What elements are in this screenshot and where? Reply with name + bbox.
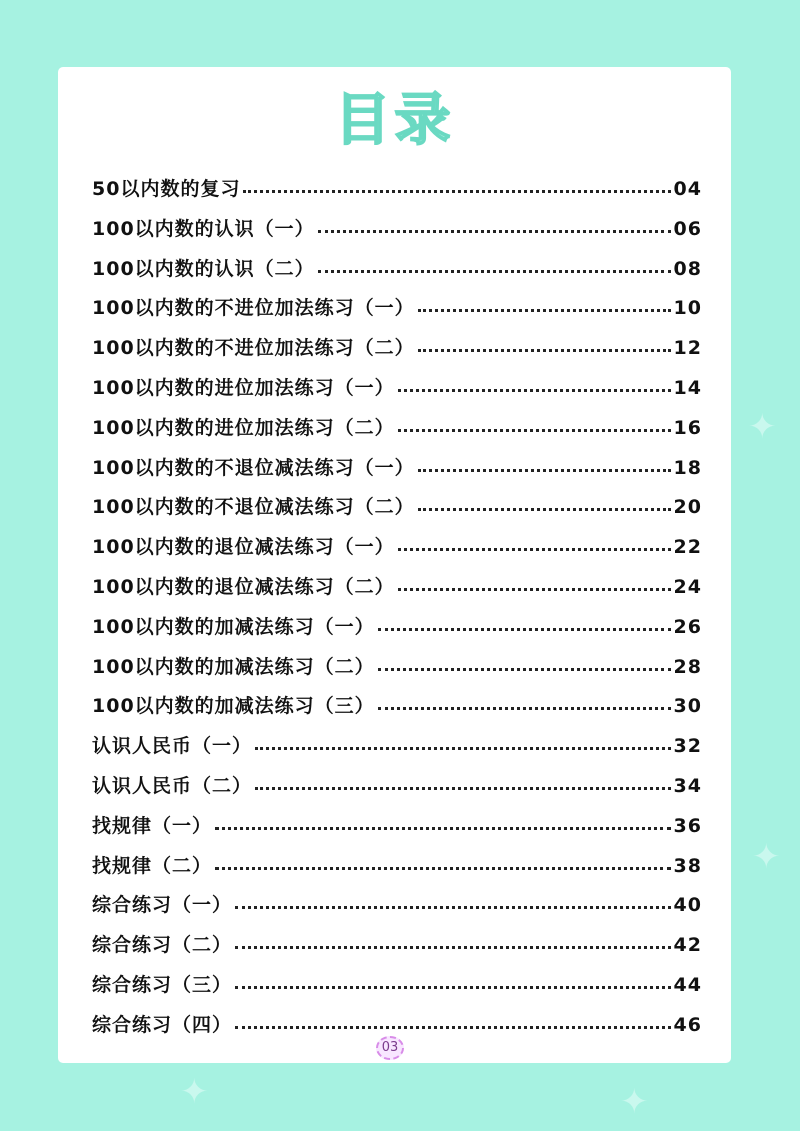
toc-entry-label: 100以内数的进位加法练习（一） [92, 376, 395, 399]
toc-entry-label: 找规律（二） [92, 854, 213, 877]
page-number-badge: 03 [376, 1036, 404, 1060]
dot-leader [398, 547, 671, 551]
toc-entry-label: 100以内数的加减法练习（三） [92, 695, 375, 718]
toc-entry-page: 40 [673, 894, 702, 917]
dot-leader [418, 468, 671, 472]
dot-leader [418, 507, 671, 511]
toc-entry[interactable] [92, 851, 702, 891]
dot-leader [378, 627, 671, 631]
toc-entry[interactable] [92, 572, 702, 612]
toc-entry-page: 04 [673, 178, 702, 200]
toc-entry-page: 18 [673, 456, 702, 479]
dot-leader [398, 388, 671, 392]
toc-entry[interactable] [92, 731, 702, 771]
toc-entry-label: 综合练习（一） [92, 894, 233, 917]
toc-entry[interactable] [92, 811, 702, 851]
toc-list [92, 174, 702, 1050]
toc-entry-label: 综合练习（四） [92, 1013, 233, 1036]
toc-entry-page: 06 [673, 217, 702, 240]
toc-entry-page: 46 [673, 1013, 702, 1036]
dot-leader [398, 428, 671, 432]
toc-entry-label: 100以内数的加减法练习（二） [92, 655, 375, 678]
toc-entry-label: 100以内数的认识（一） [92, 217, 315, 240]
star-decoration-icon: ✦ [620, 1082, 649, 1122]
toc-entry-page: 26 [673, 615, 702, 638]
dot-leader [243, 189, 670, 193]
toc-entry-page: 24 [673, 575, 702, 598]
toc-entry-page: 22 [673, 536, 702, 559]
toc-entry[interactable] [92, 771, 702, 811]
toc-entry-page: 30 [673, 695, 702, 718]
toc-entry[interactable] [92, 890, 702, 930]
dot-leader [235, 985, 671, 989]
toc-entry-page: 42 [673, 934, 702, 957]
toc-entry[interactable] [92, 174, 702, 214]
toc-entry[interactable] [92, 333, 702, 373]
toc-entry-page: 08 [673, 257, 702, 280]
toc-entry[interactable] [92, 492, 702, 532]
toc-entry-page: 14 [673, 376, 702, 399]
toc-entry[interactable] [92, 691, 702, 731]
dot-leader [235, 905, 671, 909]
toc-card [58, 67, 731, 1063]
dot-leader [378, 667, 671, 671]
toc-entry[interactable] [92, 652, 702, 692]
toc-entry-label: 100以内数的不退位减法练习（一） [92, 456, 415, 479]
star-decoration-icon: ✦ [752, 837, 781, 877]
toc-entry-page: 10 [673, 297, 702, 320]
dot-leader [418, 348, 671, 352]
toc-entry[interactable] [92, 293, 702, 333]
toc-entry[interactable] [92, 970, 702, 1010]
dot-leader [255, 786, 671, 790]
toc-entry-label: 认识人民币（一） [92, 735, 253, 758]
toc-entry[interactable] [92, 453, 702, 493]
toc-entry-label: 找规律（一） [92, 814, 213, 837]
toc-entry-page: 34 [673, 774, 702, 797]
toc-entry-page: 32 [673, 735, 702, 758]
dot-leader [398, 587, 671, 591]
toc-entry[interactable] [92, 930, 702, 970]
toc-entry[interactable] [92, 254, 702, 294]
toc-entry-page: 16 [673, 416, 702, 439]
dot-leader [215, 826, 671, 830]
dot-leader [318, 269, 671, 273]
toc-entry-page: 12 [673, 337, 702, 360]
page-title: 目录 [334, 88, 455, 153]
toc-entry-page: 36 [673, 814, 702, 837]
toc-entry-label: 100以内数的不进位加法练习（一） [92, 297, 415, 320]
toc-entry-label: 100以内数的退位减法练习（一） [92, 536, 395, 559]
dot-leader [235, 1025, 671, 1029]
toc-entry-label: 认识人民币（二） [92, 774, 253, 797]
toc-entry-label: 100以内数的进位加法练习（二） [92, 416, 395, 439]
dot-leader [215, 866, 671, 870]
dot-leader [255, 746, 671, 750]
toc-entry-page: 38 [673, 854, 702, 877]
toc-entry-label: 100以内数的认识（二） [92, 257, 315, 280]
toc-entry-label: 100以内数的退位减法练习（二） [92, 575, 395, 598]
toc-entry[interactable] [92, 373, 702, 413]
toc-entry-label: 100以内数的加减法练习（一） [92, 615, 375, 638]
toc-entry[interactable] [92, 214, 702, 254]
toc-entry[interactable] [92, 532, 702, 572]
toc-entry-label: 50以内数的复习 [92, 178, 241, 200]
toc-entry-page: 28 [673, 655, 702, 678]
toc-entry[interactable] [92, 413, 702, 453]
toc-entry-label: 综合练习（三） [92, 973, 233, 996]
toc-entry-label: 综合练习（二） [92, 934, 233, 957]
toc-entry-page: 44 [673, 973, 702, 996]
star-decoration-icon: ✦ [180, 1072, 209, 1112]
toc-entry[interactable] [92, 612, 702, 652]
dot-leader [318, 229, 671, 233]
toc-entry-label: 100以内数的不进位加法练习（二） [92, 337, 415, 360]
toc-entry-page: 20 [673, 496, 702, 519]
star-decoration-icon: ✦ [748, 407, 777, 447]
dot-leader [235, 945, 671, 949]
toc-entry-label: 100以内数的不退位减法练习（二） [92, 496, 415, 519]
dot-leader [378, 706, 671, 710]
dot-leader [418, 308, 671, 312]
